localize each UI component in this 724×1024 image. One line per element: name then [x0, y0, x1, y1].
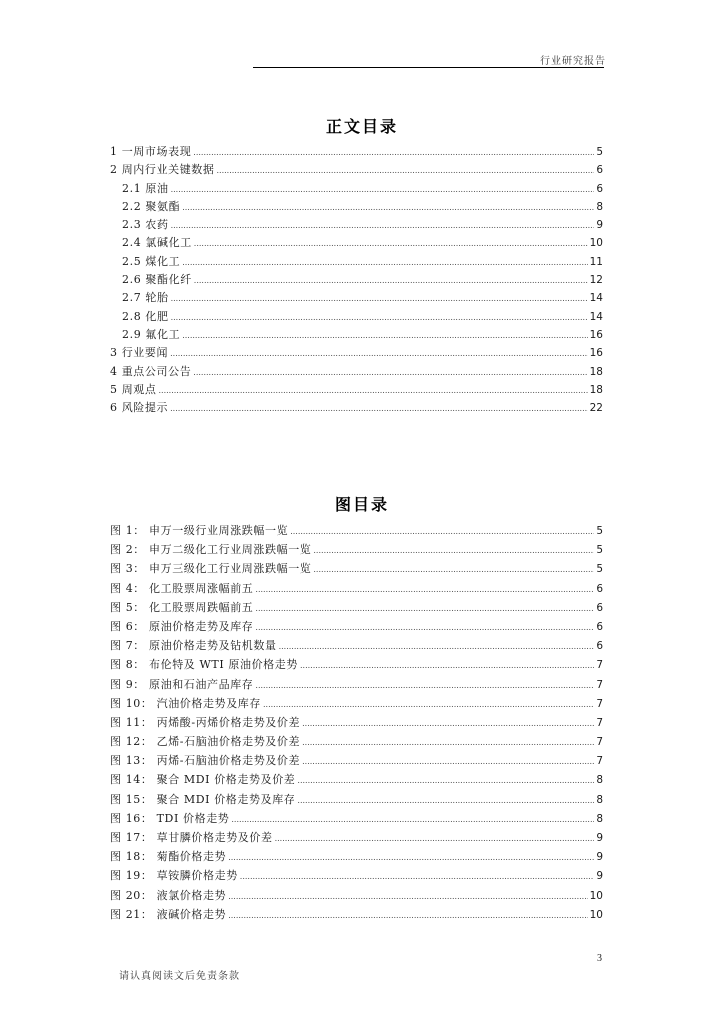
dot-leader — [302, 752, 594, 771]
page-number: 3 — [597, 953, 602, 964]
dot-leader — [182, 327, 587, 345]
figure-entry-label: 图 8： 布伦特及 WTI 原油价格走势 — [110, 658, 298, 672]
figure-entry-page: 6 — [596, 601, 603, 614]
dot-leader — [193, 144, 594, 162]
dot-leader — [297, 791, 594, 810]
dot-leader — [279, 637, 595, 656]
figure-entry-page: 9 — [596, 870, 603, 883]
figure-entry[interactable] — [110, 713, 603, 732]
figure-entry-page: 7 — [596, 716, 603, 729]
figure-entry[interactable] — [110, 751, 603, 770]
figure-entry-page: 8 — [596, 793, 603, 806]
dot-leader — [255, 599, 594, 618]
figure-entry-page: 10 — [589, 908, 603, 921]
figure-entry-page: 8 — [596, 774, 603, 787]
toc-entry-label: 4 重点公司公告 — [110, 364, 192, 378]
figure-entry[interactable] — [110, 828, 603, 847]
toc-title: 正文目录 — [325, 117, 398, 136]
figure-entry[interactable] — [110, 540, 603, 559]
dot-leader — [217, 162, 595, 180]
toc-entry-label: 2 周内行业关键数据 — [110, 163, 215, 177]
figure-entry-label: 图 21： 液碱价格走势 — [110, 907, 227, 921]
figure-entry[interactable] — [110, 675, 603, 694]
dot-leader — [228, 887, 587, 906]
report-type-header: 行业研究报告 — [540, 56, 606, 67]
toc-entry-label: 2.4 氯碱化工 — [122, 236, 192, 250]
figure-entry-page: 6 — [596, 620, 603, 633]
dot-leader — [193, 364, 587, 382]
toc-entry-page: 18 — [589, 365, 603, 378]
figure-list — [110, 521, 603, 924]
figure-entry[interactable] — [110, 847, 603, 866]
figure-entry-label: 图 4： 化工股票周涨幅前五 — [110, 581, 254, 595]
figure-entry-page: 5 — [596, 544, 603, 557]
dot-leader — [231, 810, 594, 829]
toc-entry[interactable] — [110, 289, 603, 307]
dot-leader — [297, 771, 594, 790]
figure-entry-label: 图 16： TDI 价格走势 — [110, 811, 230, 825]
toc-entry[interactable] — [110, 399, 603, 417]
toc-entry-page: 6 — [596, 182, 603, 195]
dot-leader — [255, 676, 594, 695]
toc-entry[interactable] — [110, 143, 603, 161]
dot-leader — [302, 714, 594, 733]
dot-leader — [170, 345, 588, 363]
figure-entry[interactable] — [110, 694, 603, 713]
figure-entry-label: 图 1： 申万一级行业周涨跌幅一览 — [110, 524, 289, 537]
toc-entry-label: 2.3 农药 — [122, 218, 169, 232]
dot-leader — [228, 848, 594, 867]
dot-leader — [228, 906, 587, 925]
figure-entry-label: 图 5： 化工股票周跌幅前五 — [110, 600, 254, 614]
figure-entry-label: 图 18： 菊酯价格走势 — [110, 850, 227, 864]
figure-entry-page: 6 — [596, 582, 603, 595]
dot-leader — [275, 829, 595, 848]
toc-entry-label: 5 周观点 — [110, 382, 157, 396]
dot-leader — [240, 867, 595, 886]
figure-entry-page: 10 — [589, 889, 603, 902]
dot-leader — [313, 560, 594, 579]
figure-entry[interactable] — [110, 559, 603, 578]
figure-entry-page: 7 — [596, 678, 603, 691]
toc-entry[interactable] — [110, 308, 603, 326]
dot-leader — [171, 217, 595, 235]
dot-leader — [171, 309, 588, 327]
figure-entry-label: 图 15： 聚合 MDI 价格走势及库存 — [110, 792, 296, 806]
toc-entry-page: 8 — [596, 200, 603, 213]
toc-entry[interactable] — [110, 363, 603, 381]
dot-leader — [159, 382, 588, 400]
figure-entry-page: 5 — [596, 525, 603, 537]
figure-entry-label: 图 17： 草甘膦价格走势及价差 — [110, 831, 273, 844]
figure-entry-label: 图 10： 汽油价格走势及库存 — [110, 696, 261, 710]
toc-entry[interactable] — [110, 344, 603, 362]
toc-entry[interactable] — [110, 271, 603, 289]
toc-entry-label: 2.1 原油 — [122, 181, 169, 195]
toc-entry-page: 14 — [589, 310, 603, 323]
figure-entry-page: 5 — [596, 563, 603, 576]
figure-entry-page: 7 — [596, 736, 603, 749]
dot-leader — [170, 400, 588, 418]
figure-entry-page: 6 — [596, 640, 603, 653]
toc-entry[interactable] — [110, 381, 603, 399]
toc-entry-page: 14 — [589, 292, 603, 305]
figure-entry[interactable] — [110, 579, 603, 598]
toc-entry[interactable] — [110, 161, 603, 179]
header-divider — [253, 67, 604, 68]
figure-entry[interactable] — [110, 886, 603, 905]
toc-entry[interactable] — [110, 180, 603, 198]
figure-entry-page: 7 — [596, 755, 603, 768]
figure-entry-label: 图 20： 液氯价格走势 — [110, 888, 227, 902]
figure-entry-label: 图 2： 申万二级化工行业周涨跌幅一览 — [110, 543, 312, 557]
toc-entry-page: 16 — [589, 347, 603, 360]
figure-entry[interactable] — [110, 790, 603, 809]
toc-entry-page: 16 — [589, 328, 603, 341]
toc-entry[interactable] — [110, 326, 603, 344]
figure-entry[interactable] — [110, 636, 603, 655]
toc-entry-label: 2.8 化肥 — [122, 309, 169, 323]
toc-entry[interactable] — [110, 216, 603, 234]
toc-entry[interactable] — [110, 234, 603, 252]
figure-entry-page: 9 — [596, 851, 603, 864]
figure-entry[interactable] — [110, 655, 603, 674]
figure-entry-label: 图 12： 乙烯-石脑油价格走势及价差 — [110, 735, 301, 749]
figure-entry-page: 7 — [596, 697, 603, 710]
toc-entry-label: 2.6 聚酯化纤 — [122, 273, 192, 287]
figure-list-title: 图目录 — [334, 495, 389, 514]
dot-leader — [194, 272, 588, 290]
figure-entry-page: 7 — [596, 659, 603, 672]
toc-entry-page: 9 — [596, 219, 603, 232]
figure-entry-page: 8 — [596, 812, 603, 825]
figure-entry[interactable] — [110, 732, 603, 751]
dot-leader — [300, 656, 594, 675]
toc-entry-page: 18 — [589, 383, 603, 396]
figure-entry-label: 图 13： 丙烯-石脑油价格走势及价差 — [110, 754, 301, 768]
toc-entry[interactable] — [110, 198, 603, 216]
figure-entry[interactable] — [110, 905, 603, 924]
disclaimer-note: 请认真阅读文后免责条款 — [119, 971, 240, 982]
figure-entry-label: 图 19： 草铵膦价格走势 — [110, 869, 238, 883]
figure-entry-label: 图 9： 原油和石油产品库存 — [110, 677, 254, 691]
dot-leader — [182, 199, 594, 217]
dot-leader — [263, 695, 594, 714]
dot-leader — [182, 254, 587, 272]
figure-entry-label: 图 11： 丙烯酸-丙烯价格走势及价差 — [110, 715, 301, 729]
figure-entry[interactable] — [110, 598, 603, 617]
toc-entry-label: 2.7 轮胎 — [122, 291, 169, 305]
figure-entry-label: 图 3： 申万三级化工行业周涨跌幅一览 — [110, 562, 312, 576]
toc-entry[interactable] — [110, 253, 603, 271]
toc-entry-label: 1 一周市场表现 — [110, 145, 192, 158]
toc-entry-label: 2.2 聚氨酯 — [122, 199, 181, 213]
toc-entry-page: 22 — [589, 402, 603, 415]
dot-leader — [171, 290, 588, 308]
figure-entry-page: 9 — [596, 832, 603, 844]
dot-leader — [255, 580, 594, 599]
dot-leader — [255, 618, 594, 637]
toc-entry-label: 3 行业要闻 — [110, 346, 169, 360]
toc-entry-page: 6 — [596, 164, 603, 177]
figure-entry-label: 图 6： 原油价格走势及库存 — [110, 619, 254, 633]
dot-leader — [194, 235, 588, 253]
toc-entry-page: 11 — [589, 255, 603, 268]
figure-entry[interactable] — [110, 617, 603, 636]
toc-entry-page: 12 — [589, 274, 603, 287]
figure-entry[interactable] — [110, 809, 603, 828]
toc-entry-label: 2.5 煤化工 — [122, 254, 181, 268]
figure-entry[interactable] — [110, 521, 603, 540]
figure-entry[interactable] — [110, 770, 603, 789]
toc-entry-page: 10 — [589, 237, 603, 250]
figure-entry[interactable] — [110, 866, 603, 885]
figure-entry-label: 图 14： 聚合 MDI 价格走势及价差 — [110, 773, 296, 787]
toc-list — [110, 143, 603, 417]
toc-entry-label: 2.9 氟化工 — [122, 327, 181, 341]
dot-leader — [313, 541, 594, 560]
toc-entry-label: 6 风险提示 — [110, 401, 169, 415]
dot-leader — [290, 522, 594, 541]
dot-leader — [171, 181, 595, 199]
toc-entry-page: 5 — [596, 146, 603, 158]
dot-leader — [302, 733, 594, 752]
figure-entry-label: 图 7： 原油价格走势及钻机数量 — [110, 639, 277, 653]
